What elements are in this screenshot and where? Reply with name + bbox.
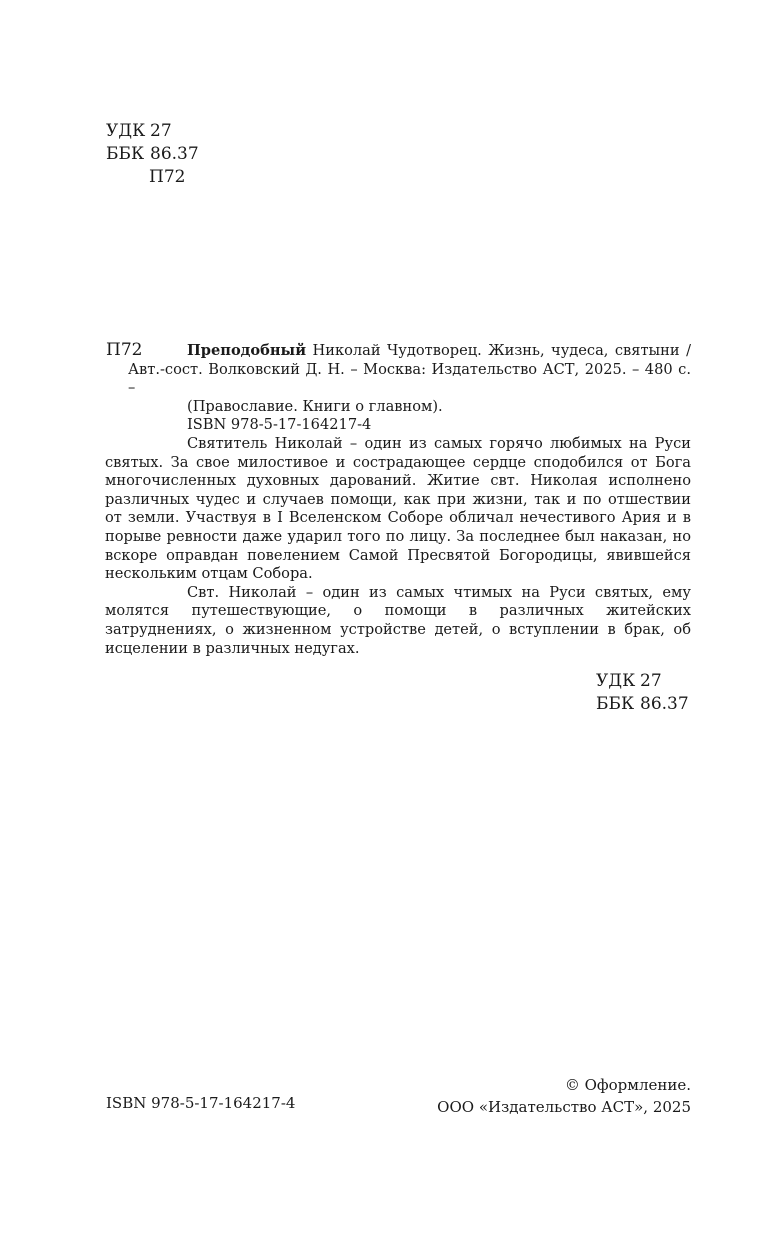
annotation-paragraph-1: Святитель Николай – один из самых горячо любимых на Руси святых. За свое милостивое и сострадающее сердце сподобился от Бога многочисленных духовных дарований. Житие свт. Николая исполнено различных чудес и случаев помощи, как при жизни, так и по отшествии от земли. Участвуя в I Вселенском Соборе обличал нечестивого Ария и в порыве ревности даже ударил того по лицу. За последнее был наказан, но вскоре оправдан повелением Самой Пресвятой Богородицы, явившейся нескольким отцам Собора. bbox=[105, 434, 691, 583]
entry-publication-line: Авт.-сост. Волковский Д. Н. – Москва: Издательство АСТ, 2025. – 480 с. – bbox=[128, 360, 691, 397]
bbk-label-bottom: ББК bbox=[596, 694, 635, 714]
bbk-row bbox=[106, 143, 199, 166]
copyright-block bbox=[437, 1074, 691, 1118]
udk-label-bottom: УДК bbox=[596, 671, 636, 691]
top-classification-codes bbox=[106, 120, 199, 189]
entry-title-bold: Преподобный bbox=[187, 342, 307, 359]
bbk-value-bottom: 86.37 bbox=[640, 694, 689, 714]
footer-isbn: ISBN 978-5-17-164217-4 bbox=[106, 1094, 296, 1112]
udk-value-bottom: 27 bbox=[640, 671, 662, 691]
entry-title-rest: Николай Чудотворец. Жизнь, чудеса, святыни / bbox=[306, 342, 691, 359]
bottom-classification-codes bbox=[596, 670, 689, 716]
bbk-label: ББК bbox=[106, 144, 145, 164]
annotation-paragraph-2: Свт. Николай – один из самых чтимых на Руси святых, ему молятся путешествующие, о помощи в различных житейских затруднениях, о жизненном устройстве детей, о вступлении в брак, об исцелении в различных недугах. bbox=[105, 583, 691, 657]
udk-row-bottom bbox=[596, 670, 689, 693]
udk-value: 27 bbox=[150, 121, 172, 141]
copyright-line-2: ООО «Издательство АСТ», 2025 bbox=[437, 1098, 691, 1116]
entry-series-line: (Православие. Книги о главном). bbox=[187, 397, 443, 415]
author-mark-top: П72 bbox=[149, 167, 186, 187]
bbk-row-bottom bbox=[596, 693, 689, 716]
udk-label: УДК bbox=[106, 121, 146, 141]
author-mark-entry: П72 bbox=[106, 340, 143, 360]
bbk-value: 86.37 bbox=[150, 144, 199, 164]
entry-title-line bbox=[187, 342, 691, 361]
entry-isbn: ISBN 978-5-17-164217-4 bbox=[187, 416, 372, 434]
udk-row bbox=[106, 120, 199, 143]
copyright-line-1: © Оформление. bbox=[564, 1076, 691, 1094]
